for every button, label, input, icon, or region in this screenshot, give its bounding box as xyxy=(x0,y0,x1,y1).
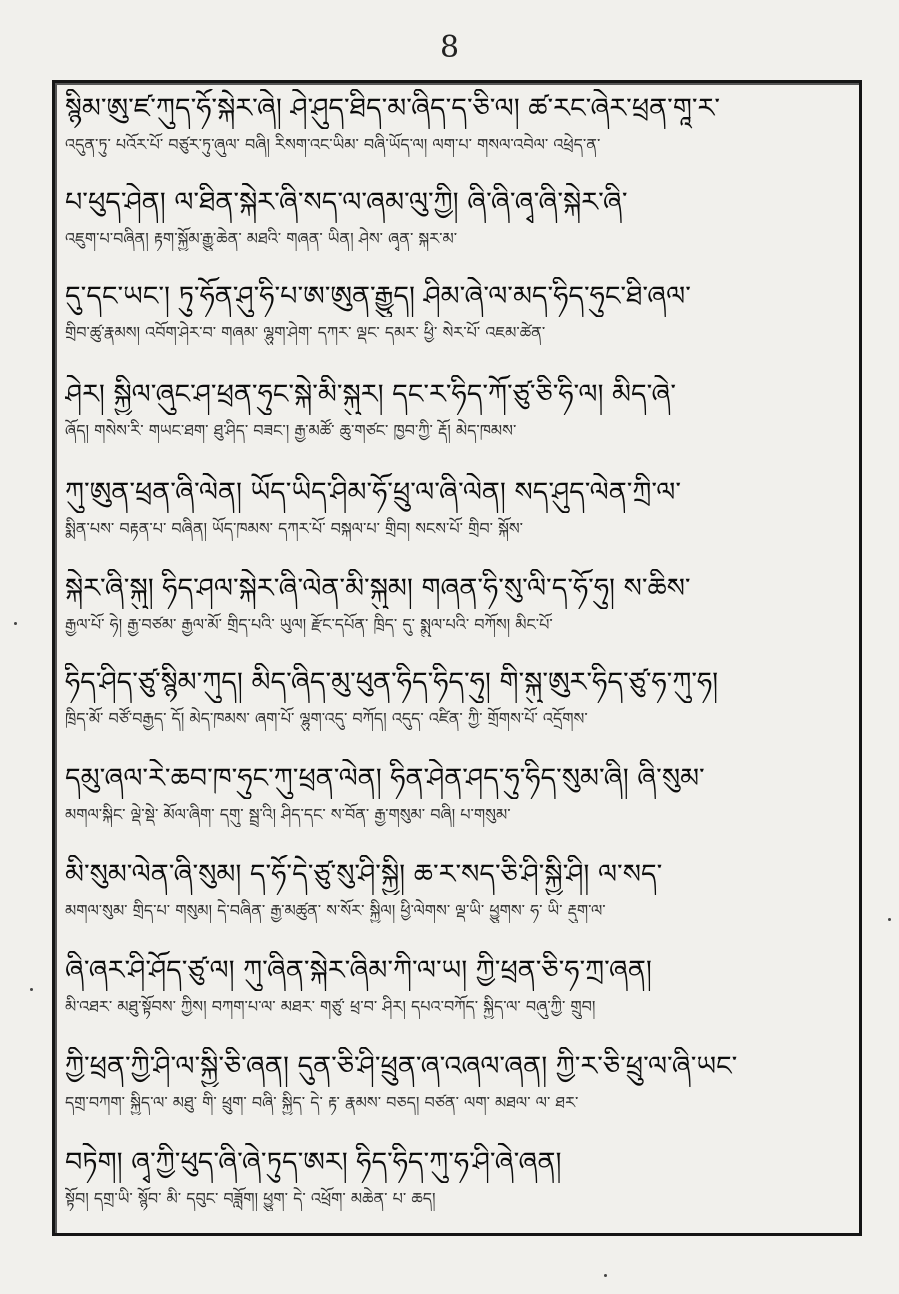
verse-line: པ་ཕུད་ཤེན། ལ་ཐིན་སྐེར་ཞི་སད་ལ་ཞམ་ལུ་ཀྱི། ཞི་ཞི་ཞྭ་ཞི་སྐེར་ཞི་ xyxy=(65,187,628,218)
verse-line: དམུ་ཞལ་རེ་ཆབ་ཁ་ཧུང་ཀུ་ཕྲན་ལེན། ཧིན་ཤེན་ཤད་ཧུ་ཧིད་སུམ་ཞི། ཞི་སུམ་ xyxy=(65,763,705,794)
verse-line: ཤེར། སྐྱིལ་ཞུང་ཤ་ཕྲན་ཧུང་སྐེ་མི་སྐུར། དང་ར་ཧིད་ཀོ་ཙུ་ཅི་ཧི་ལ། མིད་ཞེ་ xyxy=(65,379,677,410)
gloss-line: འཇུག་པ་བཞིན། རྟག་སྐྱོམ་རྒྱུ་ཆེན་ མཐའི་ གཞན་ ཡིན། ཤེས་ ཞྭན་ སྐར་མ་ xyxy=(65,229,458,248)
verse-line: སྐེར་ཞི་སྐུ། ཧིད་ཤལ་སྐེར་ཞི་ལེན་མི་སྐུམ། གཞན་ཧི་སུ་ལི་ད་ཧོ་ཧུ། ས་ཆིས་ xyxy=(65,573,691,604)
gloss-line: ཁྲིད་མོ་ བཙོ་བརྒྱད་ དོ། མེད་ཁམས་ ཞག་པོ་ ལྷུག་འདུ་ བཀོད། འདུད་ འཛིན་ ཀྱི་ གྲོགས་པོ་ འདྲོགས་ xyxy=(65,709,588,728)
verse-line: ཞི་ཞར་ཤི་ཤོད་ཙུ་ལ། ཀུ་ཞིན་སྐེར་ཞིམ་ཀི་ལ་ཡ། ཀྱི་ཕྲན་ཅི་ཧ་ཀྲ་ཞན། xyxy=(65,955,652,986)
verse-line: ཀུ་ཨུན་ཕྲན་ཞི་ལེན། ཡོད་ཡིད་ཤིམ་ཧོ་ཕྲུ་ལ་ཞི་ལེན། སད་ཤུད་ལེན་ཀྲི་ལ་ xyxy=(65,477,681,508)
text-frame xyxy=(52,80,862,1236)
gloss-line: མགལ་སྐིང་ ལྡེ་སྡེ་ མོལ་ཞིག་ དགུ་ སྦྲ་འི། ཤིད་དང་ ས་བོན་ རྒྱ་གསུམ་ བཞི། པ་གསུམ་ xyxy=(65,805,511,824)
verse-line: མི་སུམ་ལེན་ཞི་སུམ། ད་ཧོ་དེ་ཙུ་སུ་ཤི་སྐྱི། ཆ་ར་སད་ཅི་ཤི་སྐྱི་ཤི། ལ་སད་ xyxy=(65,859,663,890)
gloss-line: རྒྱལ་པོ་ ཧེ། རྒྱ་བཙམ་ རྒྱལ་མོ་ གྲིད་པའི་ ཡུལ། རྫོང་དཔོན་ ཁྲིད་ དུ་ སྨུལ་པའི་ བཀོས། མིང་པོ་ xyxy=(65,615,553,634)
paper-speck xyxy=(604,1274,607,1277)
verse-line: སྙིམ་ཨུ་ཛ་ཀུད་ཧོ་སྐེར་ཞེ། ཤེ་ཤུད་ཐིད་མ་ཞིད་ད་ཅི་ལ། ཚ་རང་ཞེར་ཕྲན་གཱ་ར་ xyxy=(65,93,720,124)
gloss-line: འདུན་ཏུ་ པའོར་པོ་ བཙུར་ཏུ་ཞུལ་ བཞི། རིསག་འང་ཡིམ་ བཞི་ཡོད་ལ། ལག་པ་ གསལ་འབེལ་ འཕྲེད་ན་ xyxy=(65,135,601,154)
gloss-line: གྲིབ་ཚུ་རྣམས། འབོག་ཤེར་བ་ གཞམ་ ལྷུག་ཤེག་ དཀར་ ལྡང་ དམར་ ཕྱི་ སེར་པོ་ འཇམ་ཚེན་ xyxy=(65,323,546,342)
paper-speck xyxy=(30,988,33,991)
page-number: 8 xyxy=(439,30,460,65)
verse-line: བཏེག། ཞྭ་ཀྱི་ཕུད་ཞི་ཞེ་ཏུད་ཨར། ཧིད་ཧིད་ཀུ་ཧ་ཤི་ཞེ་ཞན། xyxy=(65,1147,562,1178)
gloss-line: དགྲ་བཀག་ སྐྱིད་ལ་ མཐུ་ གི་ ཕྲུག་ བཞི་ སྐྱིད་ དེ་ རྟ་ རྣམས་ བཅད། བཙན་ ལག་ མཐལ་ ལ་ ཐར་ xyxy=(65,1093,579,1112)
paper-speck xyxy=(14,622,17,625)
gloss-line: སྟོབ། དགྲ་ཡི་ སྙོབ་ མི་ དབུང་ བཟློག། ཕྱུག་ དེ་ འཕྲོག་ མཆེན་ པ་ ཆད། xyxy=(65,1189,436,1208)
gloss-line: སྨིན་པས་ བརྟན་པ་ བཞིན། ཡོད་ཁམས་ དཀར་པོ་ བསྐལ་པ་ གྲིབ། སངས་པོ་ གྲིབ་ སྐོས་ xyxy=(65,519,524,538)
verse-line: ཀྱི་ཕྲན་ཀྱི་ཤི་ལ་སྐྱི་ཅི་ཞན། དུན་ཅི་ཤི་ཕྲུན་ཞ་འཞལ་ཞན། ཀྱི་ར་ཅི་ཕྲུ་ལ་ཞི་ཡང་ xyxy=(65,1051,738,1082)
paper-speck xyxy=(888,918,891,921)
verse-line: དུ་དང་ཡང་། ཏུ་ཧོན་ཤུ་ཧི་པ་ཨ་ཨུན་རྒྱུད། ཤིམ་ཞེ་ལ་མད་ཧིད་ཧུང་ཐི་ཞལ་ xyxy=(65,281,691,312)
gloss-line: མགལ་སུམ་ གྲིད་པ་ གསུམ། དེ་བཞིན་ རྒྱ་མཚུན་ ས་སོར་ སྐྱིལ། ཕྱི་ལེགས་ ལྡ་ཡི་ ཕྱུགས་ ཧ་ ཡི་ རྡུག་ལ་ xyxy=(65,901,606,920)
gloss-line: ཞོད། གསེས་རི་ གཡང་ཐག་ ཐུ་ཤིད་ བཟང་། རྒྱ་མཚོ་ ཆུ་གཙང་ ཁྱབ་ཀྱི་ རྡོ། མེད་ཁམས་ xyxy=(65,421,517,440)
verse-line: ཧིད་ཤིད་ཙུ་སྙིམ་ཀུད། མིད་ཞིད་མུ་ཕུན་ཧིད་ཧིད་ཧུ། གི་སྐུ་ཨུར་ཧིད་ཙུ་ཧ་ཀུ་ཧ། xyxy=(65,667,719,698)
gloss-line: མི་འཐར་ མཐུ་སྟོབས་ ཀྱིས། བཀག་པ་ལ་ མཐར་ གཙུ་ ཕྲ་བ་ ཤིར། དཔའ་བཀོད་ སྐྱིད་ལ་ བཞུ་ཀྱི་ གྲུབ། xyxy=(65,997,596,1016)
